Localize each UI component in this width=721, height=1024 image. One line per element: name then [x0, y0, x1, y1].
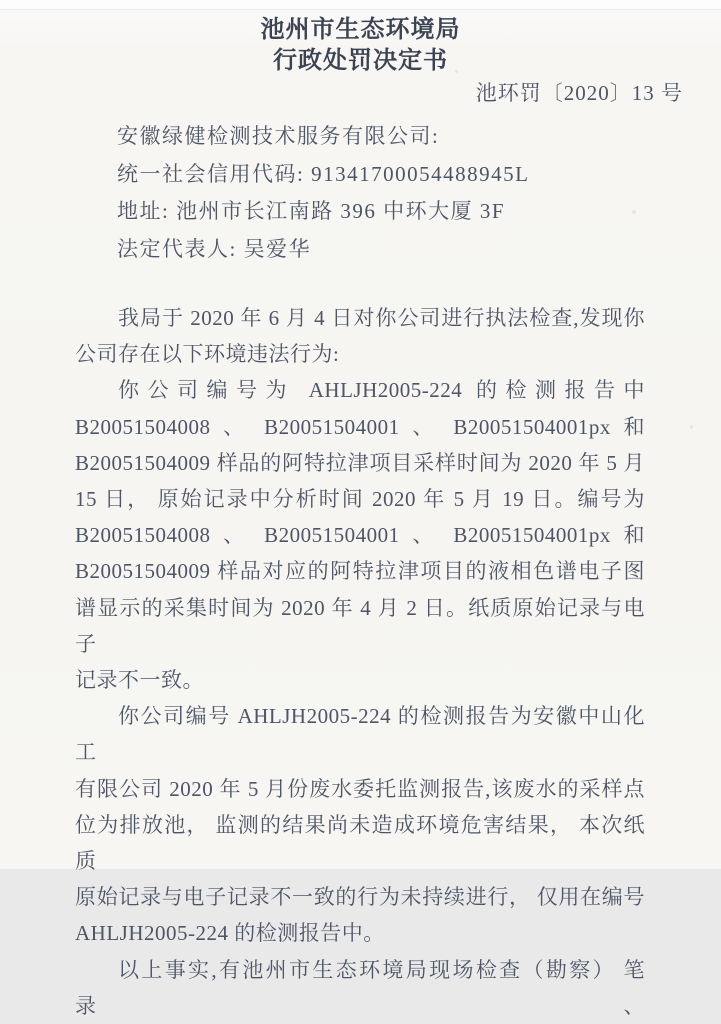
body-text-line: 谱显示的采集时间为 2020 年 4 月 2 日。纸质原始记录与电子	[75, 595, 645, 656]
body-text-line: B20051504008 、 B20051504001 、 B20051504001px 和	[75, 414, 645, 439]
document-title-line1: 池州市生态环境局	[260, 17, 461, 43]
body-text-line: 15 日， 原始记录中分析时间 2020 年 5 月 19 日。编号为	[75, 487, 645, 512]
recipient-credit-code-line: 统一社会信用代码: 91341700054488945L	[117, 161, 530, 186]
body-text-line: 以上事实,有池州市生态环境局现场检查（勘察） 笔录、	[75, 957, 645, 1018]
paragraph-violation-details	[75, 372, 645, 698]
body-text-line: B20051504009 样品对应的阿特拉津项目的液相色谱电子图	[75, 559, 645, 584]
document-title-line2: 行政处罚决定书	[273, 48, 448, 74]
recipient-address-line: 地址: 池州市长江南路 396 中环大厦 3F	[117, 199, 506, 223]
body-text-line: AHLJH2005-224 的检测报告中。	[75, 921, 385, 946]
paragraph-evidence-intro	[75, 952, 645, 1024]
paragraph-inspection-intro	[75, 300, 645, 372]
document-header	[0, 15, 721, 77]
recipient-info-block	[117, 118, 721, 268]
body-text-line: B20051504008 、 B20051504001 、 B20051504001px 和	[75, 523, 645, 548]
document-number: 池环罚〔2020〕13 号	[475, 81, 683, 105]
body-text-line: 我局于 2020 年 6 月 4 日对你公司进行执法检查,发现你	[118, 306, 645, 330]
body-text-line: 你公司编号 AHLJH2005-224 的检测报告为安徽中山化工	[75, 704, 645, 765]
body-text-line: 你公司编号为 AHLJH2005-224 的检测报告中	[118, 378, 645, 403]
scan-speck	[632, 210, 636, 214]
scan-speck	[455, 70, 458, 73]
body-text-line: 位为排放池， 监测的结果尚未造成环境危害结果， 本次纸质	[75, 812, 645, 874]
scan-top-edge	[0, 0, 721, 10]
body-text-line: 原始记录与电子记录不一致的行为未持续进行， 仅用在编号	[75, 885, 645, 910]
recipient-legal-representative-line: 法定代表人: 吴爱华	[117, 236, 312, 261]
paragraph-report-context	[75, 698, 645, 951]
body-text-line: B20051504009 样品的阿特拉津项目采样时间为 2020 年 5 月	[75, 450, 645, 475]
body-text-line: 记录不一致。	[75, 668, 204, 693]
body-text-line: 公司存在以下环境违法行为:	[75, 342, 340, 367]
body-text-line: 有限公司 2020 年 5 月份废水委托监测报告,该废水的采样点	[75, 776, 645, 801]
document-body	[75, 300, 645, 1024]
scan-speck	[690, 425, 693, 429]
recipient-company-line: 安徽绿健检测技术服务有限公司:	[117, 124, 440, 148]
